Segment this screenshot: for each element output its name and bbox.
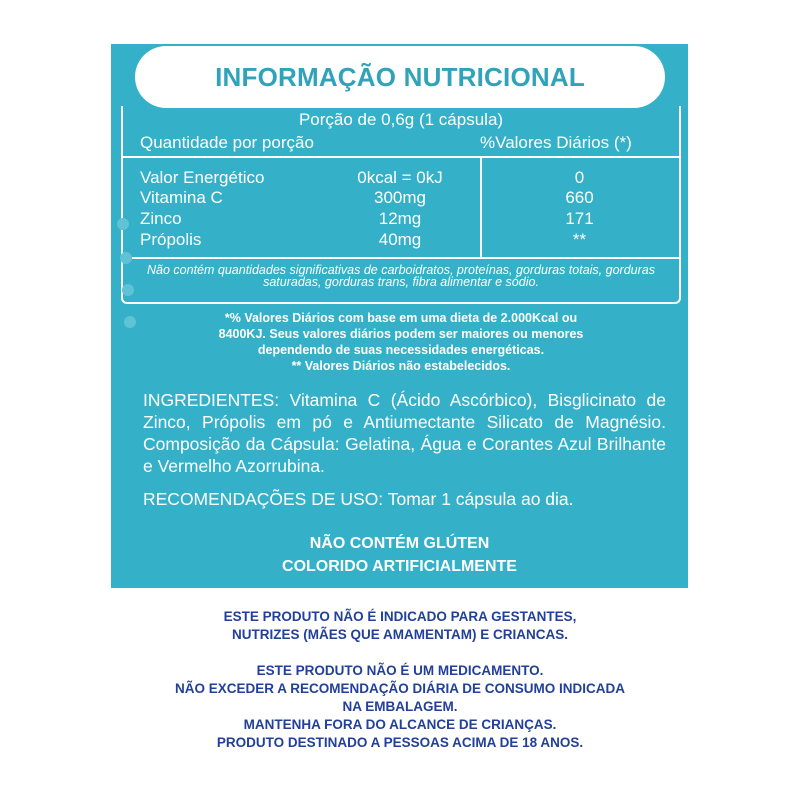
decor-dot	[124, 316, 136, 328]
warning-line: NUTRIZES (MÃES QUE AMAMENTAM) E CRIANCAS.	[232, 627, 568, 642]
warning-line: NÃO EXCEDER A RECOMENDAÇÃO DIÁRIA DE CONSUMO INDICADA	[174, 681, 625, 696]
daily-value-header: %Valores Diários (*)	[480, 133, 632, 152]
gluten-line: NÃO CONTÉM GLÚTEN	[309, 535, 490, 552]
row-amount: 0kcal = 0kJ	[357, 168, 443, 187]
row-daily-value: 0	[574, 168, 585, 187]
daily-value-notes	[125, 310, 677, 374]
row-amount: 12mg	[378, 209, 422, 228]
row-daily-value: **	[572, 230, 587, 249]
warning-line: PRODUTO DESTINADO A PESSOAS ACIMA DE 18 ANOS.	[216, 735, 584, 750]
note-line: *% Valores Diários com base em uma dieta de 2.000Kcal ou	[224, 311, 578, 325]
row-name: Própolis	[140, 230, 202, 249]
warning-line: MANTENHA FORA DO ALCANCE DE CRIANÇAS.	[243, 717, 557, 732]
row-name: Valor Energético	[140, 168, 265, 187]
table-divider	[121, 156, 681, 158]
note-line: ** Valores Diários não estabelecidos.	[291, 359, 511, 373]
decor-dot	[122, 284, 134, 296]
table-divider	[121, 257, 681, 259]
warning-block-1	[100, 608, 700, 644]
row-daily-value: 171	[565, 209, 594, 228]
title-banner	[137, 48, 663, 106]
color-line: COLORIDO ARTIFICIALMENTE	[282, 558, 517, 575]
quantity-header: Quantidade por porção	[140, 133, 314, 152]
decor-dot	[117, 218, 129, 230]
usage-recommendation: RECOMENDAÇÕES DE USO: Tomar 1 cápsula ao dia.	[143, 489, 574, 509]
note-line: 8400KJ. Seus valores diários podem ser maiores ou menores	[218, 327, 584, 341]
row-amount: 300mg	[374, 188, 426, 207]
row-name: Zinco	[140, 209, 182, 228]
row-name: Vitamina C	[140, 188, 223, 207]
warning-line: NA EMBALAGEM.	[342, 699, 458, 714]
page-title: INFORMAÇÃO NUTRICIONAL	[215, 61, 585, 92]
gluten-notice	[111, 532, 688, 578]
ingredients: INGREDIENTES: Vitamina C (Ácido Ascórbico), Bisglicinato de Zinco, Própolis em pó e Antiumectante Silicato de Magnésio. Composição da Cápsula: Gelatina, Água e Corantes Azul Brilhante e Vermelho Azorrubina.	[143, 390, 666, 476]
warning-line: ESTE PRODUTO NÃO É INDICADO PARA GESTANTES,	[223, 609, 577, 624]
decor-dot	[120, 252, 132, 264]
not-significant-note: Não contém quantidades significativas de carboidratos, proteínas, gorduras totais, gorduras saturadas, gorduras trans, fibra alimentar e sódio.	[147, 263, 655, 289]
serving-size: Porção de 0,6g (1 cápsula)	[298, 110, 504, 129]
warning-block-2	[100, 662, 700, 752]
warning-line: ESTE PRODUTO NÃO É UM MEDICAMENTO.	[256, 663, 544, 678]
row-daily-value: 660	[565, 188, 594, 207]
note-line: dependendo de suas necessidades energéticas.	[257, 343, 545, 357]
row-amount: 40mg	[378, 230, 422, 249]
